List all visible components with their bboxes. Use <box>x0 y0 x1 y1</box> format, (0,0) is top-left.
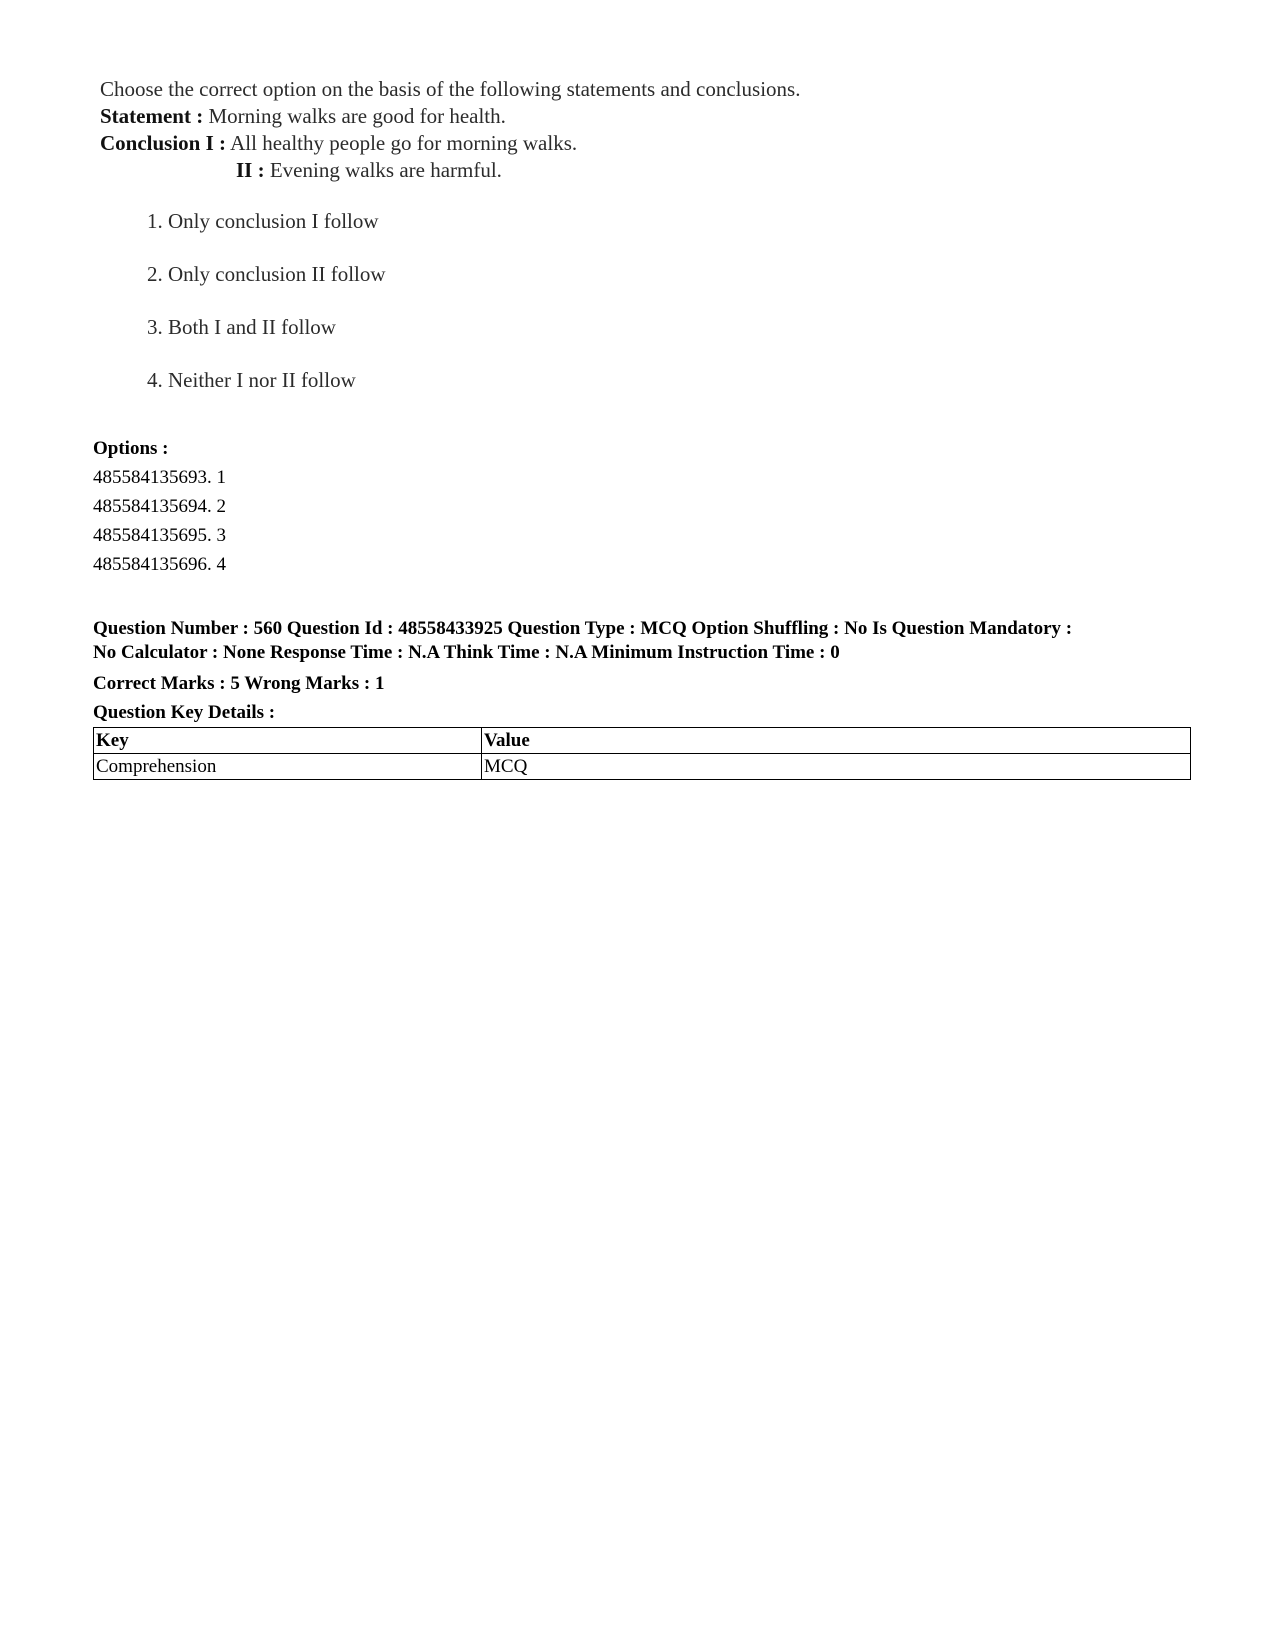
option-item: 485584135693. 1 <box>93 467 226 488</box>
question-choice-2: 2. Only conclusion II follow <box>147 262 386 286</box>
question-image <box>100 76 920 416</box>
conclusion-1-label: Conclusion I : <box>100 131 227 155</box>
question-choice-4: 4. Neither I nor II follow <box>147 368 356 392</box>
question-choice-1: 1. Only conclusion I follow <box>147 209 379 233</box>
key-details-table <box>93 727 1191 780</box>
conclusion-2-text: Evening walks are harmful. <box>264 158 502 182</box>
conclusion-2-line <box>100 157 920 184</box>
table-header-key: Key <box>94 728 482 754</box>
conclusion-1-line <box>100 130 920 157</box>
question-choices <box>100 208 920 394</box>
statement-label: Statement : <box>100 104 204 128</box>
question-choice-3: 3. Both I and II follow <box>147 315 336 339</box>
table-cell-key: Comprehension <box>94 754 482 780</box>
question-meta <box>93 617 1183 726</box>
options-heading: Options : <box>93 438 169 459</box>
conclusion-1-text: All healthy people go for morning walks. <box>226 131 578 155</box>
option-item: 485584135696. 4 <box>93 554 226 575</box>
table-header-row <box>94 728 1191 754</box>
option-item: 485584135695. 3 <box>93 525 226 546</box>
meta-line-2: No Calculator : None Response Time : N.A Think Time : N.A Minimum Instruction Time : 0 <box>93 642 840 663</box>
conclusion-2-label: II : <box>236 158 265 182</box>
table-row <box>94 754 1191 780</box>
option-item: 485584135694. 2 <box>93 496 226 517</box>
table-cell-value: MCQ <box>482 754 1191 780</box>
options-list <box>93 434 226 579</box>
statement-line <box>100 103 920 130</box>
table-header-value: Value <box>482 728 1191 754</box>
key-details-heading: Question Key Details : <box>93 702 276 723</box>
meta-line-1: Question Number : 560 Question Id : 48558433925 Question Type : MCQ Option Shuffling : No Is Question Mandatory : <box>93 618 1073 639</box>
question-instruction: Choose the correct option on the basis of the following statements and conclusions. <box>100 77 801 101</box>
statement-text: Morning walks are good for health. <box>203 104 506 128</box>
marks-line: Correct Marks : 5 Wrong Marks : 1 <box>93 673 385 694</box>
